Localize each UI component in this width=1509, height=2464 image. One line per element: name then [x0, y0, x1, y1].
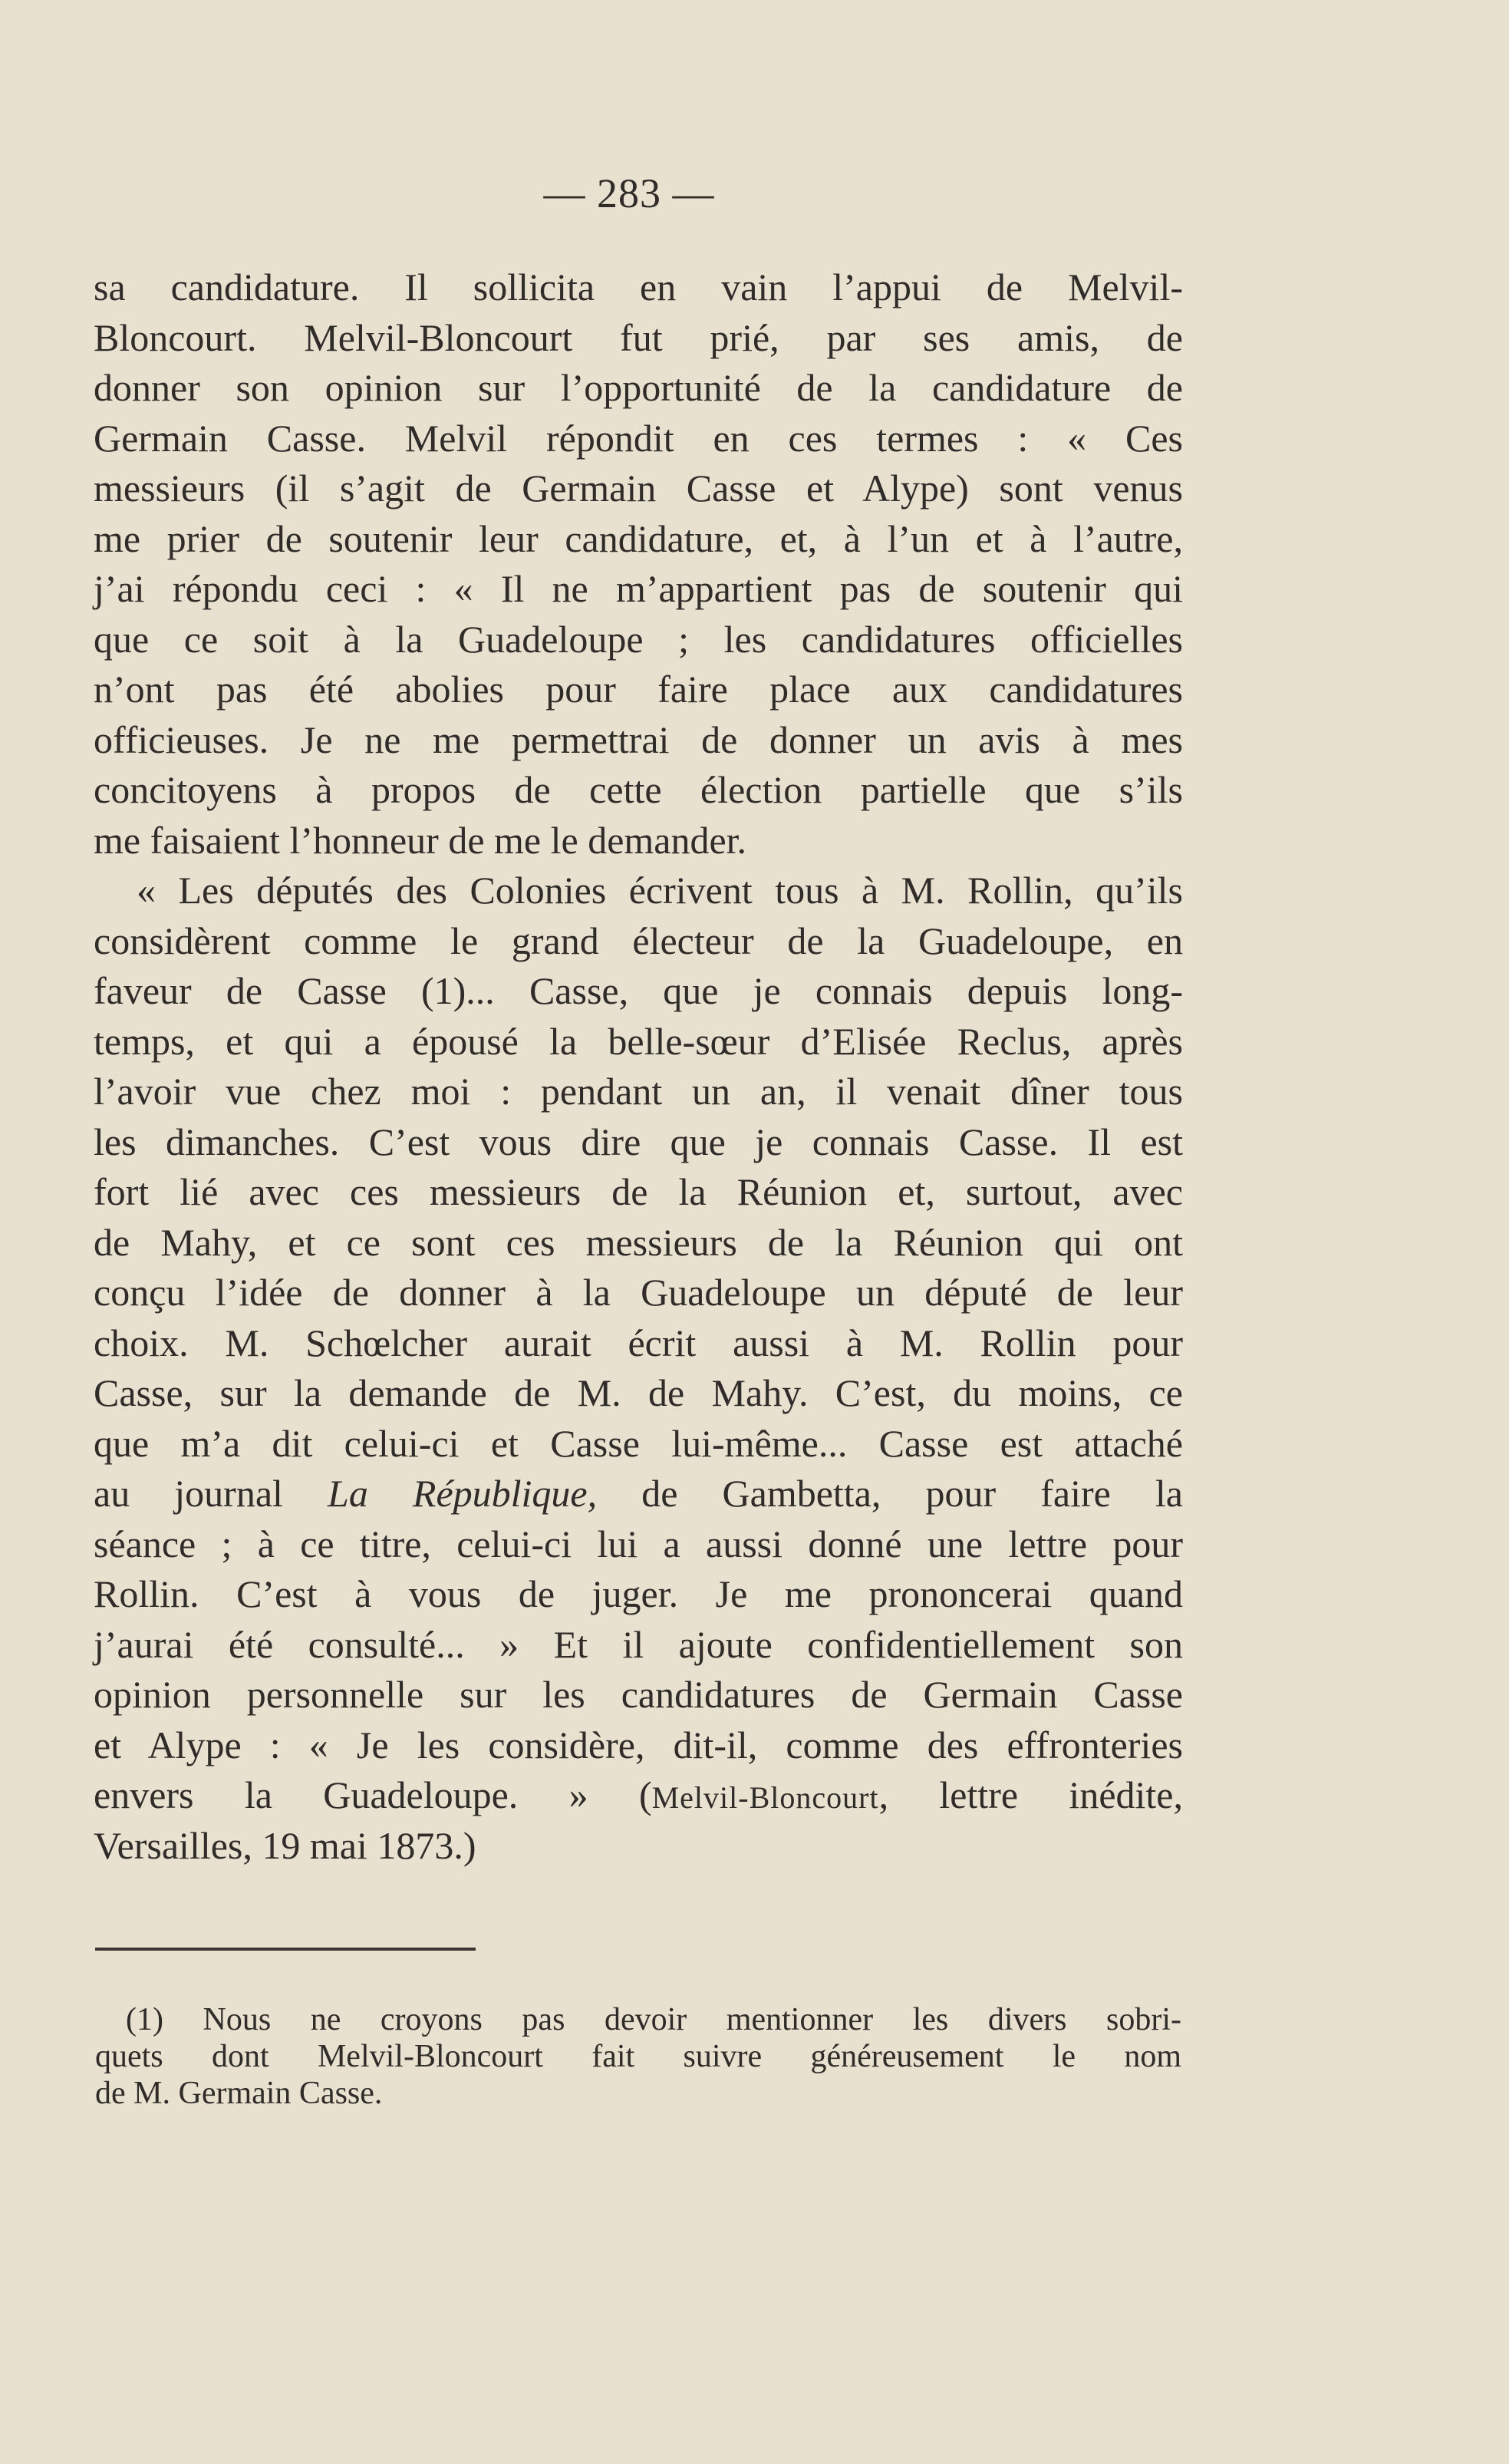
journal-title: La République,: [328, 1472, 598, 1515]
text-line-citation: [94, 1770, 1183, 1821]
text-line: Germain Casse. Melvil répondit en ces termes : « Ces: [94, 416, 1183, 460]
text-line: faveur de Casse (1)... Casse, que je connais depuis long-: [94, 969, 1183, 1012]
text-line: « Les députés des Colonies écrivent tous à M. Rollin, qu’ils: [137, 869, 1183, 912]
text-line: officieuses. Je ne me permettrai de donner un avis à mes: [94, 717, 1183, 761]
text-line: que m’a dit celui-ci et Casse lui-même... Casse est attaché: [94, 1421, 1183, 1465]
text-line: concitoyens à propos de cette élection partielle que s’ils: [94, 768, 1183, 811]
text-line: donner son opinion sur l’opportunité de la candidature de: [94, 366, 1183, 409]
text-line: Rollin. C’est à vous de juger. Je me prononcerai quand: [94, 1572, 1183, 1615]
author-name: Melvil-Bloncourt: [651, 1780, 879, 1815]
page-number: — 283 —: [543, 170, 715, 216]
text-line: et Alype : « Je les considère, dit-il, comme des effronteries: [94, 1723, 1183, 1766]
text-line: l’avoir vue chez moi : pendant un an, il venait dîner tous: [94, 1070, 1183, 1113]
footnote-divider: [95, 1948, 476, 1951]
text-line: les dimanches. C’est vous dire que je connais Casse. Il est: [94, 1120, 1183, 1163]
text-line: j’aurai été consulté... » Et il ajoute confidentiellement son: [94, 1622, 1183, 1666]
text-line: de Mahy, et ce sont ces messieurs de la Réunion qui ont: [94, 1220, 1183, 1264]
footnote-line: de M. Germain Casse.: [95, 2076, 383, 2111]
text-line: choix. M. Schœlcher aurait écrit aussi à M. Rollin pour: [94, 1321, 1183, 1364]
main-text: [94, 262, 1183, 1871]
text-fragment: au journal: [94, 1472, 328, 1515]
text-line: temps, et qui a épousé la belle-sœur d’Elisée Reclus, après: [94, 1019, 1183, 1063]
text-line: que ce soit à la Guadeloupe ; les candidatures officielles: [94, 617, 1183, 661]
text-line-journal: [94, 1469, 1183, 1519]
text-line: conçu l’idée de donner à la Guadeloupe un député de leur: [94, 1271, 1183, 1314]
text-line: sa candidature. Il sollicita en vain l’appui de Melvil-: [94, 266, 1183, 308]
footnote-line: quets dont Melvil-Bloncourt fait suivre généreusement le nom: [95, 2039, 1181, 2074]
text-line: j’ai répondu ceci : « Il ne m’appartient pas de soutenir qui: [94, 567, 1183, 610]
text-line: messieurs (il s’agit de Germain Casse et Alype) sont venus: [94, 467, 1183, 510]
text-line: me prier de soutenir leur candidature, et, à l’un et à l’autre,: [94, 516, 1183, 560]
text-line: fort lié avec ces messieurs de la Réunion et, surtout, avec: [94, 1170, 1183, 1213]
text-fragment: , lettre inédite,: [878, 1773, 1183, 1816]
text-line: séance ; à ce titre, celui-ci lui a aussi donné une lettre pour: [94, 1522, 1183, 1565]
text-line: considèrent comme le grand électeur de la Guadeloupe, en: [94, 919, 1183, 962]
text-line: Bloncourt. Melvil-Bloncourt fut prié, par ses amis, de: [94, 315, 1183, 359]
text-line: opinion personnelle sur les candidatures de Germain Casse: [94, 1673, 1183, 1716]
text-fragment: envers la Guadeloupe. » (: [94, 1773, 652, 1816]
text-line: Versailles, 19 mai 1873.): [94, 1823, 476, 1867]
footnote: [95, 2001, 1181, 2112]
text-fragment: de Gambetta, pour faire la: [597, 1472, 1183, 1515]
footnote-line: (1) Nous ne croyons pas devoir mentionner les divers sobri-: [126, 2002, 1181, 2037]
text-line: Casse, sur la demande de M. de Mahy. C’est, du moins, ce: [94, 1371, 1183, 1414]
text-line: n’ont pas été abolies pour faire place aux candidatures: [94, 668, 1183, 711]
text-line: me faisaient l’honneur de me le demander.: [94, 818, 747, 862]
